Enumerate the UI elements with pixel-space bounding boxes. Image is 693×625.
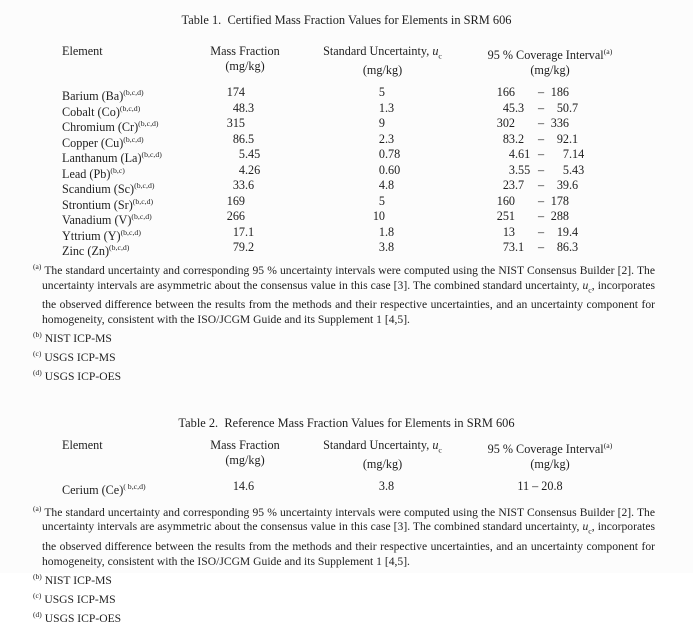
- mass-fraction-value: 266: [226, 209, 245, 224]
- element-name: Zinc (Zn): [62, 244, 110, 259]
- footnote-a: $^{(a)}$ The standard uncertainty and corresponding 95 % uncertainty intervals were computed using the NIST Consensus Builder [2]. The uncertainty intervals are asymmetric about the consensus value in this case [3]. The combined standard uncertainty, $u_c$, incorporates the observed difference between the results from the methods and their respective uncertainties, and an uncertainty component for homogeneity, consistent with the ISO/JCGM Guide and its Supplement 1 [4,5].: [33, 261, 655, 327]
- interval-high: 50 .7: [556, 100, 579, 115]
- footnote-c: $^{(c)}$ USGS ICP-MS: [33, 590, 116, 606]
- interval-high: 178: [550, 193, 569, 208]
- mass-fraction-value: 169: [226, 193, 245, 208]
- element-name: Scandium (Sc): [62, 182, 135, 197]
- interval-low: 23 .7: [502, 178, 525, 193]
- element-cell: [62, 147, 200, 166]
- element-footnote-ref: (b,c,d): [119, 103, 141, 113]
- table-row: [62, 194, 693, 210]
- coverage-interval: [475, 240, 625, 256]
- interval-high: 92 .1: [556, 131, 579, 146]
- mass-fraction-value: 174: [226, 85, 245, 100]
- uncertainty-value: 5: [378, 85, 385, 100]
- table-row: [62, 240, 693, 259]
- col-header-mass-fraction-unit: (mg/kg): [225, 59, 265, 73]
- col-header-interval-unit: (mg/kg): [530, 456, 570, 471]
- uncertainty-value: 2 .3: [378, 131, 395, 146]
- interval-low: 13: [502, 224, 515, 239]
- uc-symbol: u: [582, 520, 589, 534]
- col-header-element: Element: [62, 437, 103, 452]
- coverage-interval: 11 – 20.8: [517, 479, 563, 494]
- interval-dash: –: [537, 85, 545, 100]
- element-footnote-ref: ( b,c,d): [123, 482, 146, 492]
- element-cell: [62, 479, 200, 498]
- element-cell: [62, 209, 200, 228]
- col-header-element: Element: [62, 44, 103, 58]
- interval-low: 83 .2: [502, 131, 525, 146]
- uc-subscript: c: [438, 51, 442, 61]
- footnote-marker-d: (d): [33, 367, 42, 377]
- interval-dash: –: [537, 147, 545, 162]
- interval-high: 336: [550, 116, 569, 131]
- coverage-interval: [475, 85, 625, 101]
- uncertainty-value: 3 .8: [378, 479, 395, 494]
- interval-dash: –: [537, 193, 545, 208]
- element-name: Yttrium (Y): [62, 229, 121, 243]
- table-row: [62, 101, 693, 117]
- col-header-uncertainty-label: Standard Uncertainty, $u_c$: [323, 44, 442, 61]
- element-cell: [62, 194, 200, 210]
- table-row: [62, 147, 693, 166]
- coverage-interval: [475, 132, 625, 148]
- element-cell: [62, 101, 200, 117]
- interval-dash: –: [537, 240, 545, 255]
- uc-symbol: u: [432, 437, 439, 452]
- uc-symbol: u: [582, 278, 589, 292]
- table-row: [62, 479, 693, 498]
- coverage-interval: [475, 163, 625, 179]
- col-header-uncertainty: [290, 44, 475, 78]
- uncertainty-value: 3 .8: [378, 240, 395, 255]
- interval-dash: –: [537, 224, 545, 239]
- col-header-interval: [475, 44, 625, 78]
- element-name: Barium (Ba): [62, 89, 124, 104]
- col-header-mass-fraction-label: Mass Fraction: [210, 437, 280, 452]
- uncertainty-value: 10: [372, 209, 385, 224]
- mass-fraction-value: 17 .1: [232, 224, 255, 239]
- col-header-mass-fraction: [200, 438, 290, 472]
- element-cell: [62, 178, 200, 197]
- footnote-marker-a: (a): [33, 261, 42, 271]
- footnote-a-ref: (a): [603, 440, 613, 450]
- table1-footnotes: [33, 259, 655, 384]
- coverage-interval: [475, 116, 625, 132]
- table-row: [62, 163, 693, 179]
- uncertainty-value: 9: [378, 116, 385, 131]
- element-footnote-ref: (b,c,d): [141, 150, 162, 160]
- footnote-d: $^{(d)}$ USGS ICP-OES: [33, 367, 122, 383]
- table1-header-row: [62, 44, 693, 78]
- col-header-uncertainty-label: Standard Uncertainty, $u_c$: [323, 437, 442, 455]
- coverage-interval: [475, 147, 625, 163]
- footnote-a: $^{(a)}$ The standard uncertainty and corresponding 95 % uncertainty intervals were computed using the NIST Consensus Builder [2]. The uncertainty intervals are asymmetric about the consensus value in this case [3]. The combined standard uncertainty, $u_c$, incorporates the observed difference between the results from the methods and their respective uncertainties, and an uncertainty component for homogeneity, consistent with the ISO/JCGM Guide and its Supplement 1 [4,5].: [33, 503, 655, 568]
- col-header-interval-label: 95 % Coverage Interval$^{(a)}$: [487, 440, 613, 456]
- col-header-uncertainty: [290, 438, 475, 472]
- interval-dash: –: [537, 116, 545, 131]
- footnote-a-ref: (a): [603, 47, 613, 56]
- footnote-marker-d: (d): [33, 609, 42, 619]
- table-row: [62, 116, 693, 135]
- element-footnote-ref: (b,c,d): [134, 181, 155, 191]
- uncertainty-value: 1 .8: [378, 224, 395, 239]
- uc-symbol: u: [432, 44, 439, 58]
- interval-low: 160: [496, 193, 515, 208]
- footnote-marker-c: (c): [33, 590, 42, 600]
- table-row: [62, 225, 693, 241]
- col-header-mass-fraction-label: Mass Fraction: [210, 44, 280, 58]
- interval-dash: –: [537, 209, 545, 224]
- interval-dash: –: [537, 100, 545, 115]
- table2-footnotes: [33, 501, 655, 625]
- element-name: Cerium (Ce): [62, 483, 124, 498]
- interval-low: 251: [496, 209, 515, 224]
- footnote-marker-c: (c): [33, 348, 42, 358]
- mass-fraction-value: 5 .45: [238, 147, 261, 162]
- mass-fraction-value: 315: [226, 116, 245, 131]
- col-header-mass-fraction: [200, 44, 290, 78]
- coverage-interval: [475, 194, 625, 210]
- col-header-uncertainty-unit: (mg/kg): [362, 63, 403, 78]
- mass-fraction-value: 48 .3: [232, 100, 255, 115]
- table2-body: [0, 479, 693, 498]
- table-row: [62, 132, 693, 148]
- footnote-d: $^{(d)}$ USGS ICP-OES: [33, 609, 122, 625]
- element-cell: [62, 132, 200, 148]
- interval-low: 45 .3: [502, 100, 525, 115]
- element-name: Lanthanum (La): [62, 151, 142, 166]
- mass-fraction-value: 14 .6: [232, 479, 255, 494]
- element-cell: [62, 163, 200, 179]
- col-header-uncertainty-unit: (mg/kg): [362, 457, 403, 472]
- interval-dash: –: [537, 162, 545, 177]
- coverage-interval: [475, 225, 625, 241]
- element-footnote-ref: (b,c,d): [123, 88, 144, 98]
- element-footnote-ref: (b,c,d): [120, 227, 141, 237]
- element-footnote-ref: (b,c,d): [109, 243, 130, 253]
- interval-high: 186: [550, 85, 569, 100]
- interval-high: 39 .6: [556, 178, 579, 193]
- element-name: Strontium (Sr): [62, 198, 133, 212]
- footnote-marker-a: (a): [33, 503, 42, 513]
- element-footnote-ref: (b,c,d): [123, 134, 144, 144]
- coverage-interval: [475, 209, 625, 225]
- element-name: Vanadium (V): [62, 213, 132, 228]
- col-header-mass-fraction-unit: (mg/kg): [225, 452, 265, 467]
- interval-high: 7 .14: [562, 147, 585, 162]
- interval-high: 288: [550, 209, 569, 224]
- mass-fraction-value: 4 .26: [238, 162, 261, 177]
- interval-dash: –: [537, 131, 545, 146]
- uc-subscript: c: [588, 526, 592, 536]
- interval-low: 302: [496, 116, 515, 131]
- element-name: Copper (Cu): [62, 136, 124, 150]
- interval-low: 166: [496, 85, 515, 100]
- coverage-interval: [475, 101, 625, 117]
- element-name: Chromium (Cr): [62, 120, 139, 135]
- uncertainty-value: 0 .60: [378, 162, 401, 177]
- mass-fraction-value: 86 .5: [232, 131, 255, 146]
- uc-subscript: c: [438, 445, 442, 455]
- element-footnote-ref: (b,c,d): [138, 119, 159, 129]
- interval-low: 73 .1: [502, 240, 525, 255]
- mass-fraction-value: 79 .2: [232, 240, 255, 255]
- table1-title: Table 1. Certified Mass Fraction Values for Elements in SRM 606: [181, 13, 512, 27]
- uncertainty-value: 0 .78: [378, 147, 401, 162]
- table1-body: [0, 85, 693, 259]
- footnote-marker-b: (b): [33, 571, 42, 581]
- uncertainty-value: 5: [378, 193, 385, 208]
- footnote-marker-b: (b): [33, 330, 42, 340]
- footnote-b: $^{(b)}$ NIST ICP-MS: [33, 571, 112, 587]
- interval-high: 86 .3: [556, 240, 579, 255]
- element-cell: [62, 85, 200, 104]
- interval-low: 3 .55: [508, 162, 531, 177]
- table-row: [62, 178, 693, 197]
- element-name: Lead (Pb): [62, 167, 111, 181]
- col-header-interval-label: 95 % Coverage Interval$^{(a)}$: [487, 47, 613, 63]
- table2-title: Table 2. Reference Mass Fraction Values for Elements in SRM 606: [178, 415, 515, 430]
- element-cell: [62, 240, 200, 259]
- uc-subscript: c: [588, 285, 592, 295]
- footnote-c: $^{(c)}$ USGS ICP-MS: [33, 348, 116, 364]
- table-row: [62, 209, 693, 228]
- uncertainty-value: 1 .3: [378, 100, 395, 115]
- element-cell: [62, 225, 200, 241]
- footnote-b: $^{(b)}$ NIST ICP-MS: [33, 330, 112, 345]
- element-footnote-ref: (b,c,d): [132, 196, 154, 206]
- element-footnote-ref: (b,c): [110, 165, 125, 175]
- uncertainty-value: 4 .8: [378, 178, 395, 193]
- mass-fraction-value: 33 .6: [232, 178, 255, 193]
- interval-dash: –: [537, 178, 545, 193]
- element-name: Cobalt (Co): [62, 105, 120, 119]
- col-header-interval: [475, 438, 625, 472]
- interval-high: 19 .4: [556, 224, 579, 239]
- table-row: [62, 85, 693, 104]
- interval-low: 4 .61: [508, 147, 531, 162]
- coverage-interval: [475, 178, 625, 194]
- element-footnote-ref: (b,c,d): [131, 212, 152, 222]
- interval-high: 5 .43: [562, 162, 585, 177]
- element-cell: [62, 116, 200, 135]
- table2-header-row: [62, 438, 693, 472]
- col-header-interval-unit: (mg/kg): [530, 63, 570, 78]
